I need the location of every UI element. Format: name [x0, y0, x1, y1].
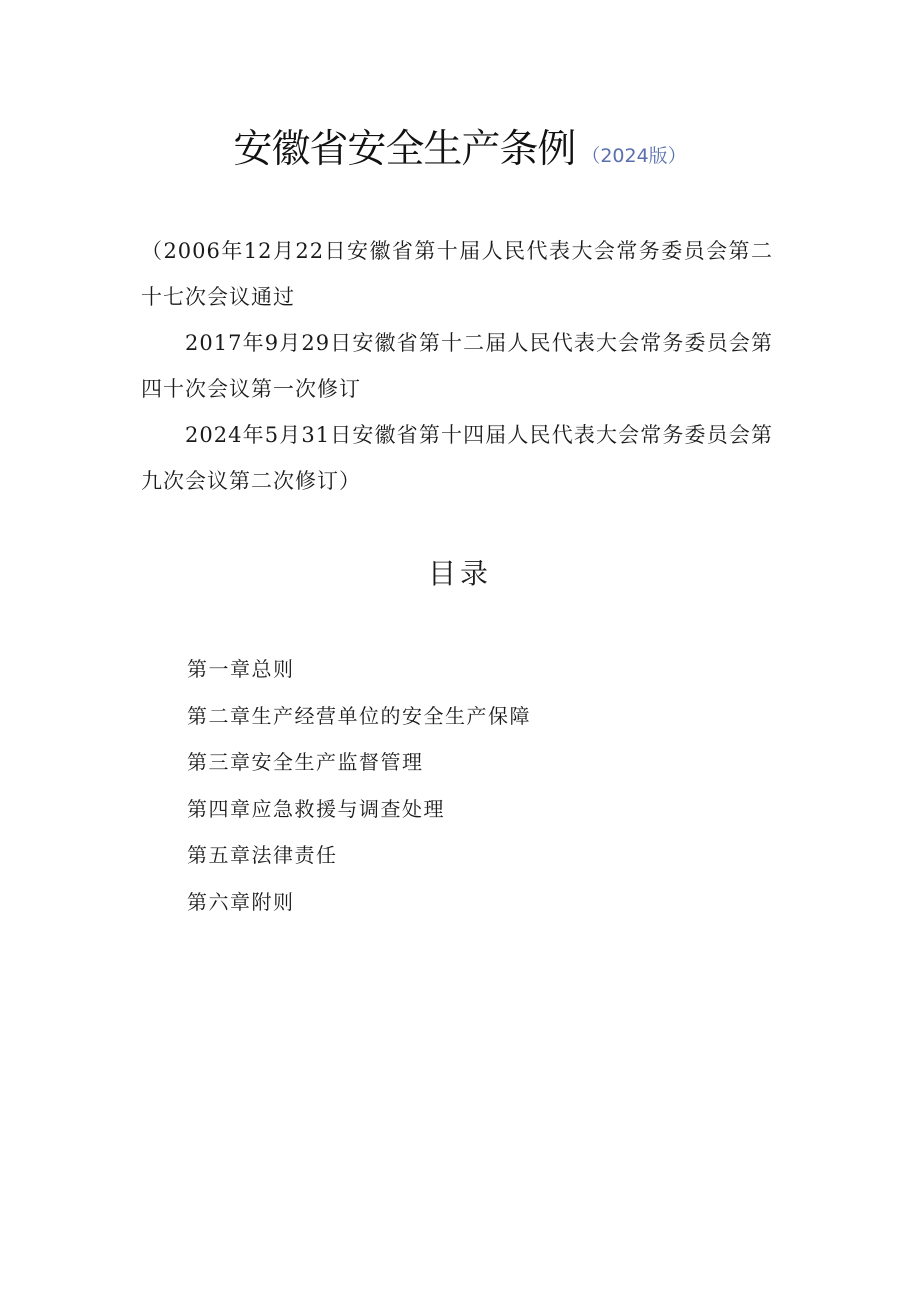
toc-heading: 目录 [427, 557, 492, 590]
toc-item-chapter-1[interactable]: 第一章总则 [187, 657, 295, 681]
history-adopted: （2006年12月22日安徽省第十届人民代表大会常务委员会第二十七次会议通过 [141, 239, 773, 309]
toc-item-chapter-3[interactable]: 第三章安全生产监督管理 [187, 750, 424, 774]
toc-item-chapter-6[interactable]: 第六章附则 [187, 889, 295, 914]
toc-item-chapter-2[interactable]: 第二章生产经营单位的安全生产保障 [187, 703, 531, 728]
history-second-revision: 2024年5月31日安徽省第十四届人民代表大会常务委员会第九次会议第二次修订） [141, 423, 773, 493]
document-title [0, 118, 920, 174]
legislative-history [141, 228, 773, 504]
toc-item-chapter-5[interactable]: 第五章法律责任 [187, 843, 338, 867]
edition-label: （2024版） [581, 145, 687, 167]
history-first-revision: 2017年9月29日安徽省第十二届人民代表大会常务委员会第四十次会议第一次修订 [141, 331, 773, 401]
toc-item-chapter-4[interactable]: 第四章应急救援与调查处理 [187, 796, 445, 821]
table-of-contents [187, 646, 531, 925]
title-text: 安徽省安全生产条例 [233, 127, 576, 172]
